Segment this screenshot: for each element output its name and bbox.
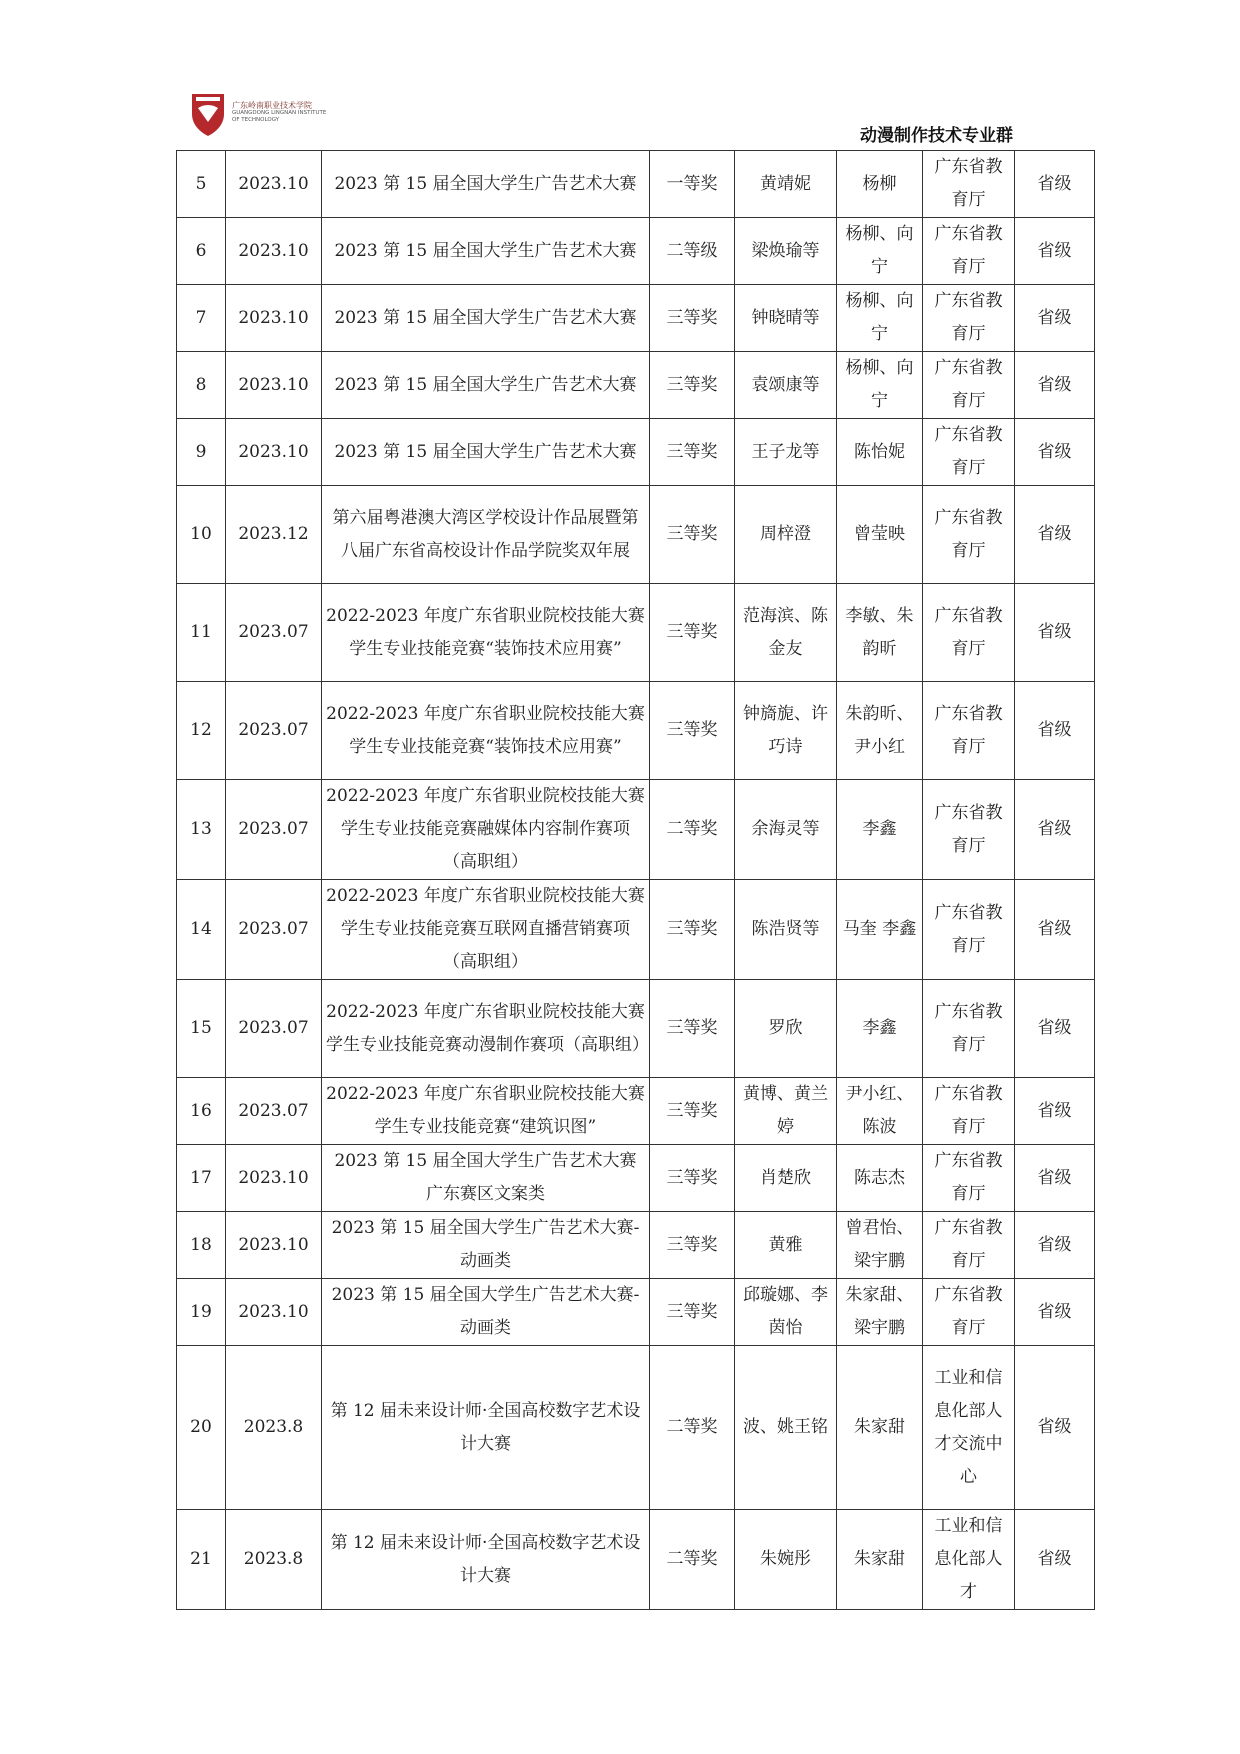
row-number: 9 bbox=[177, 419, 226, 486]
teacher-names: 李鑫 bbox=[837, 980, 923, 1078]
award-level: 三等奖 bbox=[650, 486, 735, 584]
organizer: 广东省教育厅 bbox=[923, 218, 1015, 285]
row-date: 2023.8 bbox=[226, 1346, 322, 1510]
row-date: 2023.07 bbox=[226, 682, 322, 780]
award-level: 二等奖 bbox=[650, 1510, 735, 1610]
organizer: 广东省教育厅 bbox=[923, 1145, 1015, 1212]
awards-table bbox=[176, 150, 1095, 1610]
table-row bbox=[177, 1145, 1095, 1212]
student-names: 黄雅 bbox=[735, 1212, 837, 1279]
teacher-names: 尹小红、陈波 bbox=[837, 1078, 923, 1145]
organizer: 广东省教育厅 bbox=[923, 880, 1015, 980]
table-row bbox=[177, 285, 1095, 352]
student-names: 黄靖妮 bbox=[735, 151, 837, 218]
teacher-names: 曾君怡、梁宇鹏 bbox=[837, 1212, 923, 1279]
teacher-names: 朱家甜 bbox=[837, 1510, 923, 1610]
organizer: 广东省教育厅 bbox=[923, 980, 1015, 1078]
row-date: 2023.10 bbox=[226, 218, 322, 285]
competition-name: 2023 第 15 届全国大学生广告艺术大赛 bbox=[322, 285, 650, 352]
teacher-names: 陈志杰 bbox=[837, 1145, 923, 1212]
table-row bbox=[177, 151, 1095, 218]
competition-name: 2023 第 15 届全国大学生广告艺术大赛-动画类 bbox=[322, 1212, 650, 1279]
student-names: 波、姚王铭 bbox=[735, 1346, 837, 1510]
row-number: 14 bbox=[177, 880, 226, 980]
competition-level: 省级 bbox=[1015, 1145, 1095, 1212]
organizer: 广东省教育厅 bbox=[923, 352, 1015, 419]
award-level: 三等奖 bbox=[650, 1212, 735, 1279]
organizer: 广东省教育厅 bbox=[923, 584, 1015, 682]
row-date: 2023.10 bbox=[226, 151, 322, 218]
award-level: 三等奖 bbox=[650, 880, 735, 980]
competition-name: 第 12 届未来设计师·全国高校数字艺术设计大赛 bbox=[322, 1510, 650, 1610]
row-number: 11 bbox=[177, 584, 226, 682]
table-row bbox=[177, 1510, 1095, 1610]
student-names: 罗欣 bbox=[735, 980, 837, 1078]
competition-name: 第 12 届未来设计师·全国高校数字艺术设计大赛 bbox=[322, 1346, 650, 1510]
organizer: 广东省教育厅 bbox=[923, 285, 1015, 352]
table-row bbox=[177, 682, 1095, 780]
award-level: 一等奖 bbox=[650, 151, 735, 218]
competition-level: 省级 bbox=[1015, 352, 1095, 419]
row-date: 2023.07 bbox=[226, 584, 322, 682]
student-names: 周梓澄 bbox=[735, 486, 837, 584]
row-date: 2023.10 bbox=[226, 1279, 322, 1346]
student-names: 梁焕瑜等 bbox=[735, 218, 837, 285]
student-names: 袁颂康等 bbox=[735, 352, 837, 419]
competition-name: 2022-2023 年度广东省职业院校技能大赛学生专业技能竞赛“装饰技术应用赛” bbox=[322, 584, 650, 682]
row-number: 21 bbox=[177, 1510, 226, 1610]
competition-level: 省级 bbox=[1015, 285, 1095, 352]
competition-level: 省级 bbox=[1015, 1078, 1095, 1145]
row-date: 2023.07 bbox=[226, 780, 322, 880]
row-number: 19 bbox=[177, 1279, 226, 1346]
competition-level: 省级 bbox=[1015, 419, 1095, 486]
row-date: 2023.07 bbox=[226, 880, 322, 980]
competition-level: 省级 bbox=[1015, 218, 1095, 285]
competition-name: 2022-2023 年度广东省职业院校技能大赛学生专业技能竞赛互联网直播营销赛项（高职组） bbox=[322, 880, 650, 980]
award-level: 二等奖 bbox=[650, 780, 735, 880]
teacher-names: 朱家甜、梁宇鹏 bbox=[837, 1279, 923, 1346]
row-number: 18 bbox=[177, 1212, 226, 1279]
shield-logo-icon bbox=[190, 92, 226, 138]
row-number: 7 bbox=[177, 285, 226, 352]
logo-name-en: GUANGDONG LINGNAN INSTITUTE OF TECHNOLOGY bbox=[232, 110, 327, 123]
organizer: 广东省教育厅 bbox=[923, 1078, 1015, 1145]
table-row bbox=[177, 218, 1095, 285]
competition-name: 2022-2023 年度广东省职业院校技能大赛学生专业技能竞赛“建筑识图” bbox=[322, 1078, 650, 1145]
award-level: 三等奖 bbox=[650, 584, 735, 682]
teacher-names: 朱家甜 bbox=[837, 1346, 923, 1510]
competition-level: 省级 bbox=[1015, 682, 1095, 780]
student-names: 钟晓晴等 bbox=[735, 285, 837, 352]
row-number: 16 bbox=[177, 1078, 226, 1145]
organizer: 广东省教育厅 bbox=[923, 1279, 1015, 1346]
competition-level: 省级 bbox=[1015, 151, 1095, 218]
table-row bbox=[177, 419, 1095, 486]
row-number: 8 bbox=[177, 352, 226, 419]
award-level: 三等奖 bbox=[650, 1279, 735, 1346]
teacher-names: 陈怡妮 bbox=[837, 419, 923, 486]
competition-name: 2022-2023 年度广东省职业院校技能大赛学生专业技能竞赛动漫制作赛项（高职组） bbox=[322, 980, 650, 1078]
teacher-names: 李敏、朱韵昕 bbox=[837, 584, 923, 682]
table-row bbox=[177, 880, 1095, 980]
organizer: 工业和信息化部人才交流中心 bbox=[923, 1346, 1015, 1510]
row-number: 20 bbox=[177, 1346, 226, 1510]
student-names: 王子龙等 bbox=[735, 419, 837, 486]
row-number: 15 bbox=[177, 980, 226, 1078]
awards-table-body bbox=[177, 151, 1095, 1610]
row-date: 2023.10 bbox=[226, 1145, 322, 1212]
organizer: 广东省教育厅 bbox=[923, 1212, 1015, 1279]
table-row bbox=[177, 1346, 1095, 1510]
competition-name: 2022-2023 年度广东省职业院校技能大赛学生专业技能竞赛“装饰技术应用赛” bbox=[322, 682, 650, 780]
competition-name: 2023 第 15 届全国大学生广告艺术大赛 bbox=[322, 151, 650, 218]
competition-level: 省级 bbox=[1015, 880, 1095, 980]
award-level: 三等奖 bbox=[650, 980, 735, 1078]
competition-name: 2023 第 15 届全国大学生广告艺术大赛广东赛区文案类 bbox=[322, 1145, 650, 1212]
competition-name: 第六届粤港澳大湾区学校设计作品展暨第八届广东省高校设计作品学院奖双年展 bbox=[322, 486, 650, 584]
row-date: 2023.10 bbox=[226, 1212, 322, 1279]
group-title: 动漫制作技术专业群 bbox=[860, 126, 1013, 146]
award-level: 三等奖 bbox=[650, 1145, 735, 1212]
table-row bbox=[177, 1212, 1095, 1279]
award-level: 三等奖 bbox=[650, 682, 735, 780]
competition-level: 省级 bbox=[1015, 1510, 1095, 1610]
organizer: 工业和信息化部人才 bbox=[923, 1510, 1015, 1610]
organizer: 广东省教育厅 bbox=[923, 682, 1015, 780]
student-names: 黄博、黄兰婷 bbox=[735, 1078, 837, 1145]
table-row bbox=[177, 486, 1095, 584]
teacher-names: 李鑫 bbox=[837, 780, 923, 880]
award-level: 二等级 bbox=[650, 218, 735, 285]
competition-name: 2023 第 15 届全国大学生广告艺术大赛 bbox=[322, 352, 650, 419]
award-level: 二等奖 bbox=[650, 1346, 735, 1510]
organizer: 广东省教育厅 bbox=[923, 780, 1015, 880]
logo-name-cn: 广东岭南职业技术学院 bbox=[232, 101, 312, 110]
table-row bbox=[177, 1279, 1095, 1346]
teacher-names: 曾莹映 bbox=[837, 486, 923, 584]
competition-level: 省级 bbox=[1015, 1212, 1095, 1279]
competition-name: 2022-2023 年度广东省职业院校技能大赛学生专业技能竞赛融媒体内容制作赛项（高职组） bbox=[322, 780, 650, 880]
student-names: 邱璇娜、李茵怡 bbox=[735, 1279, 837, 1346]
table-row bbox=[177, 584, 1095, 682]
competition-level: 省级 bbox=[1015, 1346, 1095, 1510]
row-date: 2023.12 bbox=[226, 486, 322, 584]
school-logo bbox=[190, 92, 330, 138]
award-level: 三等奖 bbox=[650, 1078, 735, 1145]
competition-name: 2023 第 15 届全国大学生广告艺术大赛 bbox=[322, 218, 650, 285]
row-number: 6 bbox=[177, 218, 226, 285]
row-number: 10 bbox=[177, 486, 226, 584]
competition-name: 2023 第 15 届全国大学生广告艺术大赛 bbox=[322, 419, 650, 486]
award-level: 三等奖 bbox=[650, 419, 735, 486]
teacher-names: 杨柳、向宁 bbox=[837, 352, 923, 419]
student-names: 肖楚欣 bbox=[735, 1145, 837, 1212]
row-date: 2023.10 bbox=[226, 352, 322, 419]
award-level: 三等奖 bbox=[650, 352, 735, 419]
teacher-names: 马奎 李鑫 bbox=[837, 880, 923, 980]
teacher-names: 杨柳、向宁 bbox=[837, 285, 923, 352]
teacher-names: 朱韵昕、尹小红 bbox=[837, 682, 923, 780]
row-number: 17 bbox=[177, 1145, 226, 1212]
teacher-names: 杨柳、向宁 bbox=[837, 218, 923, 285]
organizer: 广东省教育厅 bbox=[923, 486, 1015, 584]
table-row bbox=[177, 352, 1095, 419]
row-date: 2023.07 bbox=[226, 980, 322, 1078]
award-level: 三等奖 bbox=[650, 285, 735, 352]
organizer: 广东省教育厅 bbox=[923, 151, 1015, 218]
organizer: 广东省教育厅 bbox=[923, 419, 1015, 486]
student-names: 余海灵等 bbox=[735, 780, 837, 880]
competition-level: 省级 bbox=[1015, 1279, 1095, 1346]
teacher-names: 杨柳 bbox=[837, 151, 923, 218]
competition-level: 省级 bbox=[1015, 780, 1095, 880]
competition-name: 2023 第 15 届全国大学生广告艺术大赛-动画类 bbox=[322, 1279, 650, 1346]
row-number: 5 bbox=[177, 151, 226, 218]
row-date: 2023.8 bbox=[226, 1510, 322, 1610]
competition-level: 省级 bbox=[1015, 584, 1095, 682]
table-row bbox=[177, 1078, 1095, 1145]
table-row bbox=[177, 780, 1095, 880]
table-row bbox=[177, 980, 1095, 1078]
student-names: 朱婉彤 bbox=[735, 1510, 837, 1610]
student-names: 范海滨、陈金友 bbox=[735, 584, 837, 682]
row-date: 2023.07 bbox=[226, 1078, 322, 1145]
row-number: 13 bbox=[177, 780, 226, 880]
row-date: 2023.10 bbox=[226, 285, 322, 352]
competition-level: 省级 bbox=[1015, 486, 1095, 584]
row-date: 2023.10 bbox=[226, 419, 322, 486]
student-names: 陈浩贤等 bbox=[735, 880, 837, 980]
row-number: 12 bbox=[177, 682, 226, 780]
competition-level: 省级 bbox=[1015, 980, 1095, 1078]
student-names: 钟旖旎、许巧诗 bbox=[735, 682, 837, 780]
